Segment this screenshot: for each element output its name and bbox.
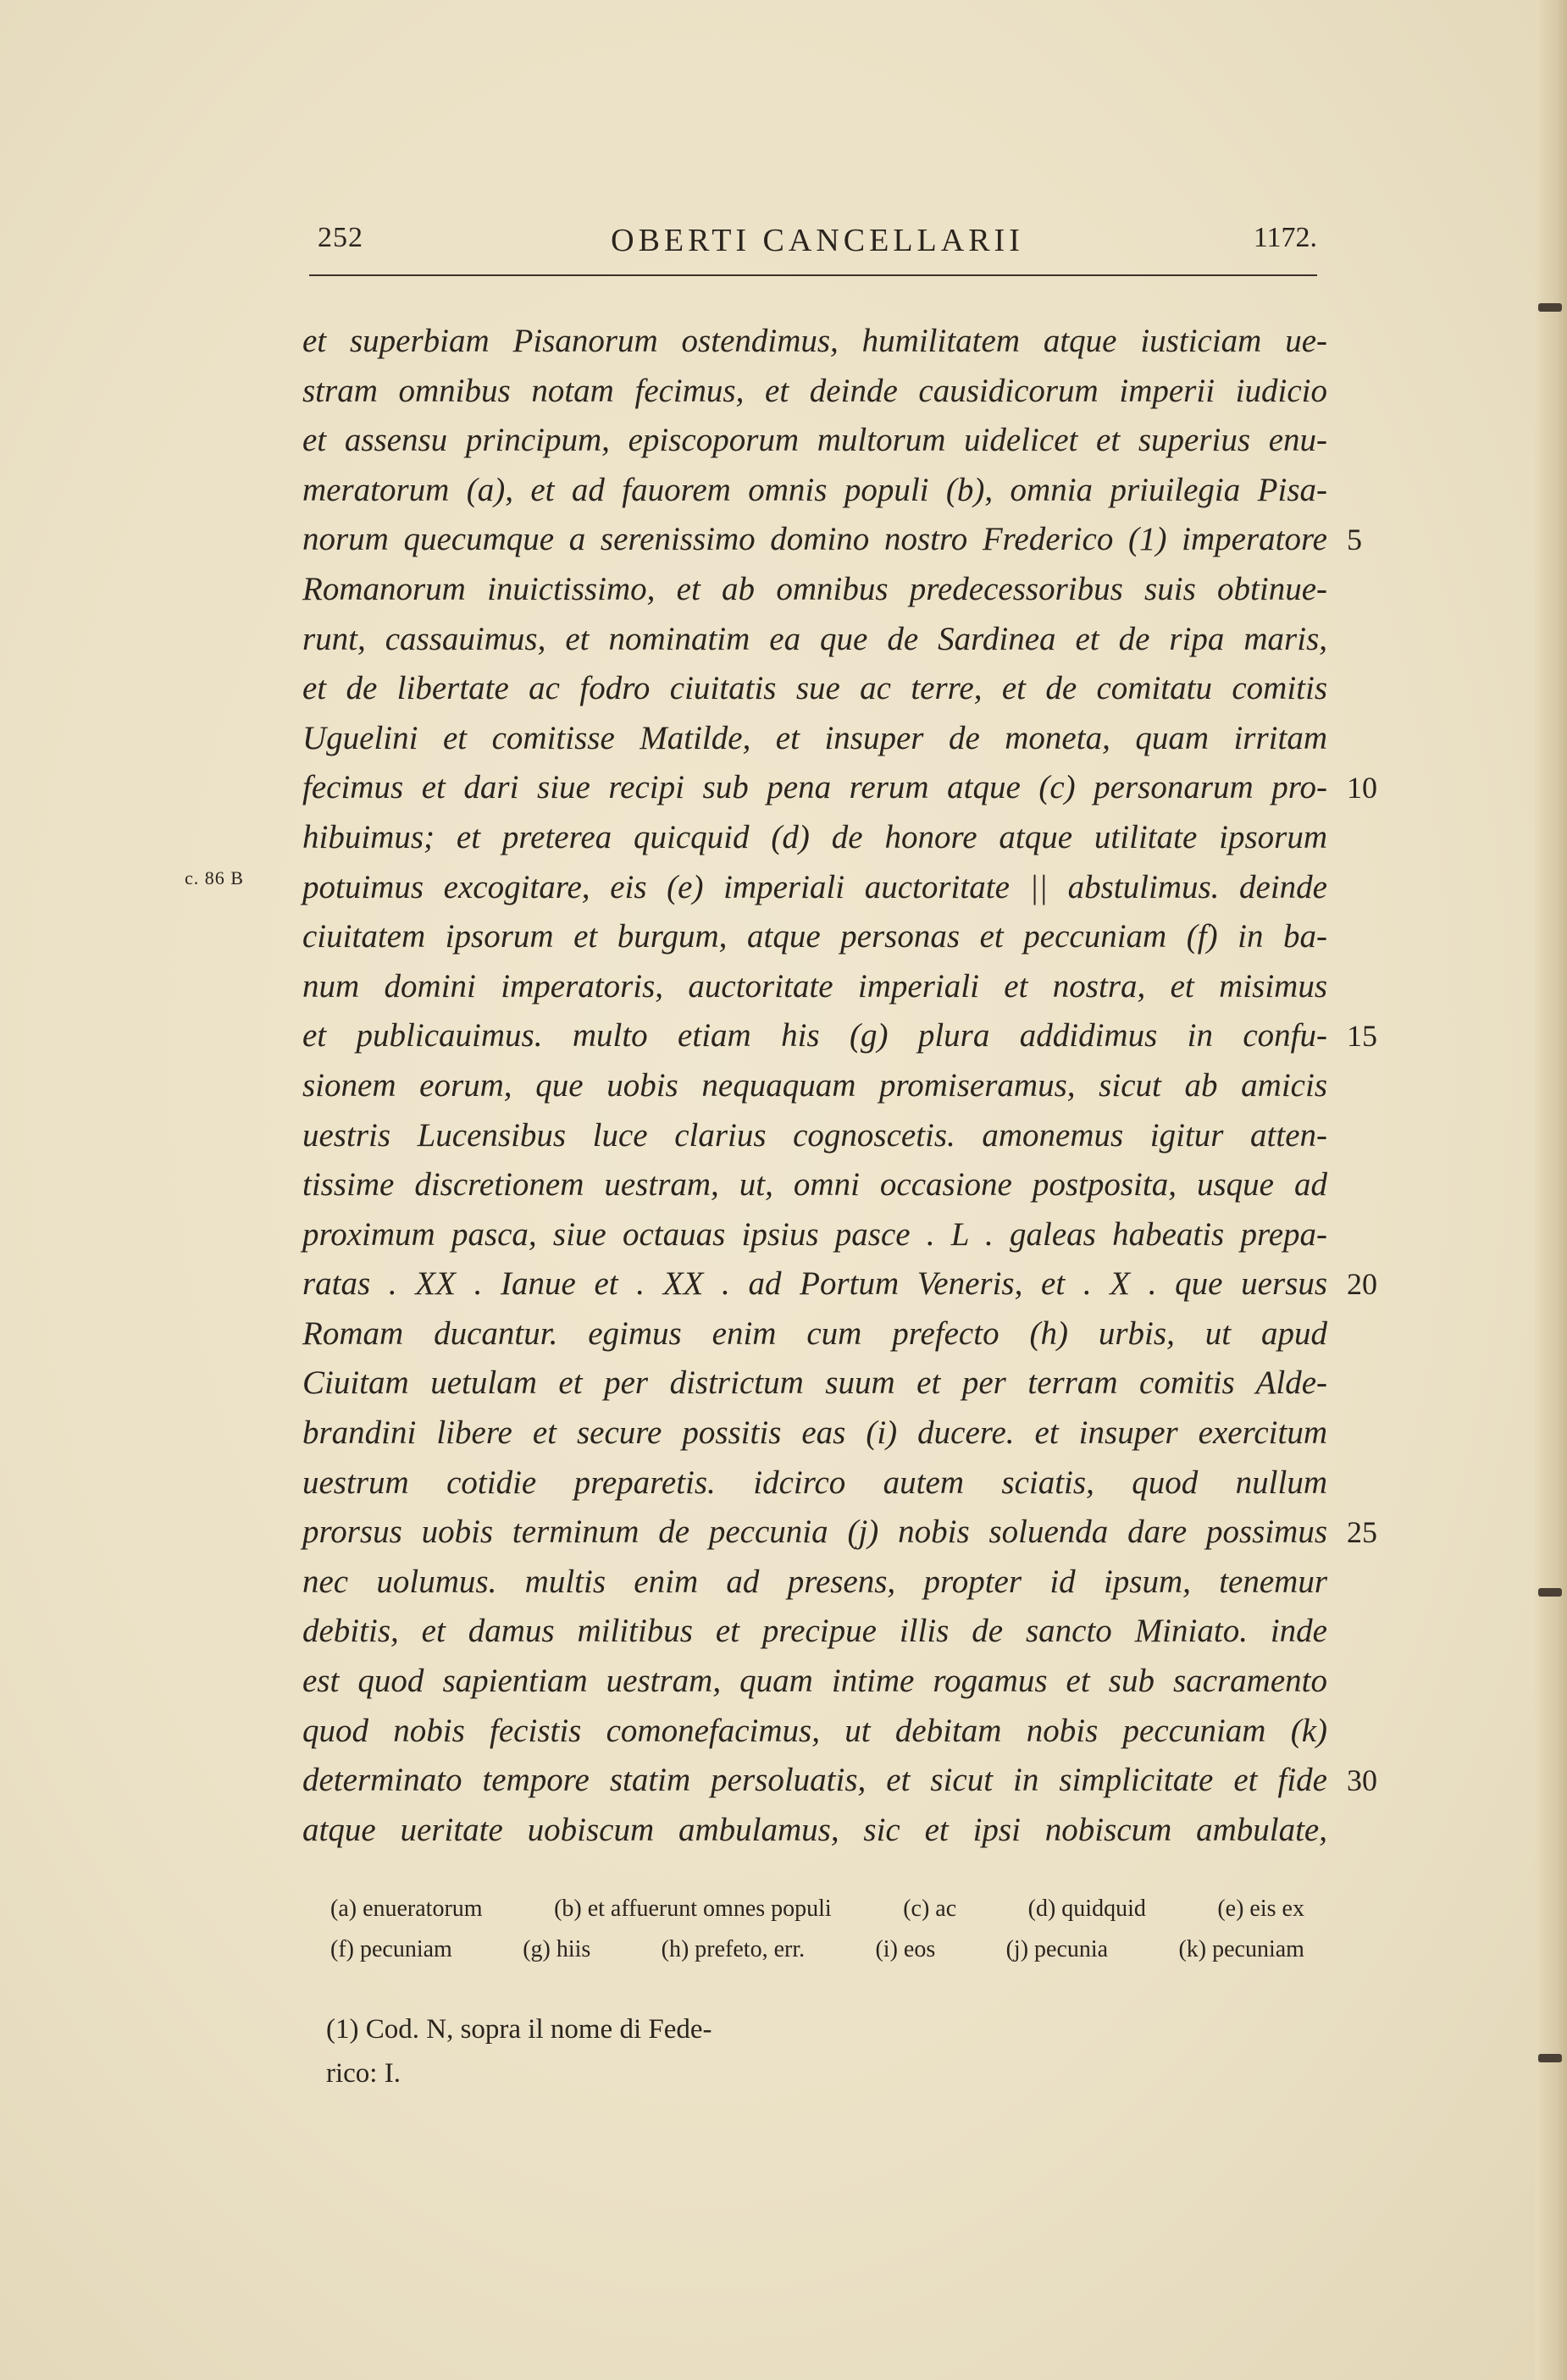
text-line: et publicauimus. multo etiam his (g) plura addidimus in confu- — [302, 1017, 1327, 1054]
text-line: Ciuitam uetulam et per districtum suum et per terram comitis Alde- — [302, 1364, 1327, 1402]
variant-row — [330, 1889, 1304, 1929]
text-line: norum quecumque a serenissimo domino nostro Frederico (1) imperatore — [302, 521, 1327, 558]
binding-tab — [1538, 2054, 1562, 2062]
text-line: et superbiam Pisanorum ostendimus, humilitatem atque iusticiam ue- — [302, 323, 1327, 359]
line-number: 25 — [1347, 1515, 1377, 1550]
footnote — [326, 2007, 800, 2095]
line-number: 5 — [1347, 523, 1362, 557]
line-number: 30 — [1347, 1763, 1377, 1798]
binding-tab — [1538, 1588, 1562, 1597]
variant-row — [330, 1929, 1304, 1970]
text-line: tissime discretionem uestram, ut, omni occasione postposita, usque ad — [302, 1166, 1327, 1204]
main-text — [302, 317, 1327, 1855]
variant-note: (c) ac — [903, 1896, 957, 1922]
header-rule — [309, 274, 1317, 276]
text-line: proximum pasca, siue octauas ipsius pasce . L . galeas habeatis prepa- — [302, 1215, 1327, 1253]
text-line: nec uolumus. multis enim ad presens, propter id ipsum, tenemur — [302, 1563, 1327, 1600]
line-number: 15 — [1347, 1019, 1377, 1054]
footnote-line: rico: I. — [326, 2058, 401, 2089]
binding-tab — [1538, 303, 1562, 312]
text-line: debitis, et damus militibus et precipue illis de sancto Miniato. inde — [302, 1613, 1327, 1650]
variant-note: (a) enueratorum — [330, 1896, 483, 1922]
variant-note: (i) eos — [875, 1936, 936, 1962]
text-line: brandini libere et secure possitis eas (i) ducere. et insuper exercitum — [302, 1414, 1327, 1452]
text-line: Romam ducantur. egimus enim cum prefecto (h) urbis, ut apud — [302, 1315, 1327, 1352]
text-line: uestris Lucensibus luce clarius cognoscetis. amonemus igitur atten- — [302, 1116, 1327, 1154]
page-edge — [1535, 0, 1567, 2380]
text-line: quod nobis fecistis comonefacimus, ut debitam nobis peccuniam (k) — [302, 1712, 1327, 1749]
running-header — [318, 222, 1317, 273]
text-line: Romanorum inuictissimo, et ab omnibus predecessoribus suis obtinue- — [302, 570, 1327, 607]
text-line: hibuimus; et preterea quicquid (d) de honore atque utilitate ipsorum — [302, 818, 1327, 855]
text-line: stram omnibus notam fecimus, et deinde causidicorum imperii iudicio — [302, 372, 1327, 409]
running-title: OBERTI CANCELLARII — [611, 223, 1024, 258]
text-line: et de libertate ac fodro ciuitatis sue ac terre, et de comitatu comitis — [302, 670, 1327, 707]
margin-reference: c. 86 B — [185, 867, 244, 888]
variant-note: (b) et affuerunt omnes populi — [554, 1896, 832, 1922]
variant-note: (g) hiis — [523, 1936, 591, 1962]
variant-note: (h) prefeto, err. — [661, 1936, 806, 1962]
line-number: 20 — [1347, 1267, 1377, 1302]
text-line: uestrum cotidie preparetis. idcirco autem sciatis, quod nullum — [302, 1464, 1327, 1501]
text-line: est quod sapientiam uestram, quam intime rogamus et sub sacramento — [302, 1663, 1327, 1700]
text-line: determinato tempore statim persoluatis, et sicut in simplicitate et fide — [302, 1762, 1327, 1799]
text-line: ratas . XX . Ianue et . XX . ad Portum Veneris, et . X . que uersus — [302, 1265, 1327, 1303]
variant-note: (d) quidquid — [1027, 1896, 1146, 1922]
text-line: et assensu principum, episcoporum multorum uidelicet et superius enu- — [302, 422, 1327, 459]
text-line: runt, cassauimus, et nominatim ea que de Sardinea et de ripa maris, — [302, 620, 1327, 657]
text-line: atque ueritate uobiscum ambulamus, sic et ipsi nobiscum ambulate, — [302, 1811, 1327, 1848]
text-line: sionem eorum, que uobis nequaquam promiseramus, sicut ab amicis — [302, 1066, 1327, 1104]
variant-notes — [330, 1889, 1304, 1970]
variant-note: (f) pecuniam — [330, 1936, 452, 1962]
variant-note: (j) pecunia — [1005, 1936, 1109, 1962]
text-line: meratorum (a), et ad fauorem omnis populi (b), omnia priuilegia Pisa- — [302, 471, 1327, 508]
text-line: potuimus excogitare, eis (e) imperiali auctoritate || abstulimus. deinde — [302, 868, 1327, 905]
text-line: fecimus et dari siue recipi sub pena rerum atque (c) personarum pro- — [302, 769, 1327, 806]
text-line: ciuitatem ipsorum et burgum, atque personas et peccuniam (f) in ba- — [302, 918, 1327, 955]
line-number: 10 — [1347, 771, 1377, 805]
text-line: num domini imperatoris, auctoritate imperiali et nostra, et misimus — [302, 967, 1327, 1005]
footnote-line: (1) Cod. N, sopra il nome di Fede- — [326, 2014, 712, 2045]
text-line: prorsus uobis terminum de peccunia (j) nobis soluenda dare possimus — [302, 1514, 1327, 1551]
year: 1172. — [1253, 222, 1317, 253]
page-number: 252 — [318, 222, 363, 253]
variant-note: (k) pecuniam — [1178, 1936, 1304, 1962]
text-line: Uguelini et comitisse Matilde, et insuper de moneta, quam irritam — [302, 719, 1327, 756]
variant-note: (e) eis ex — [1217, 1896, 1304, 1922]
